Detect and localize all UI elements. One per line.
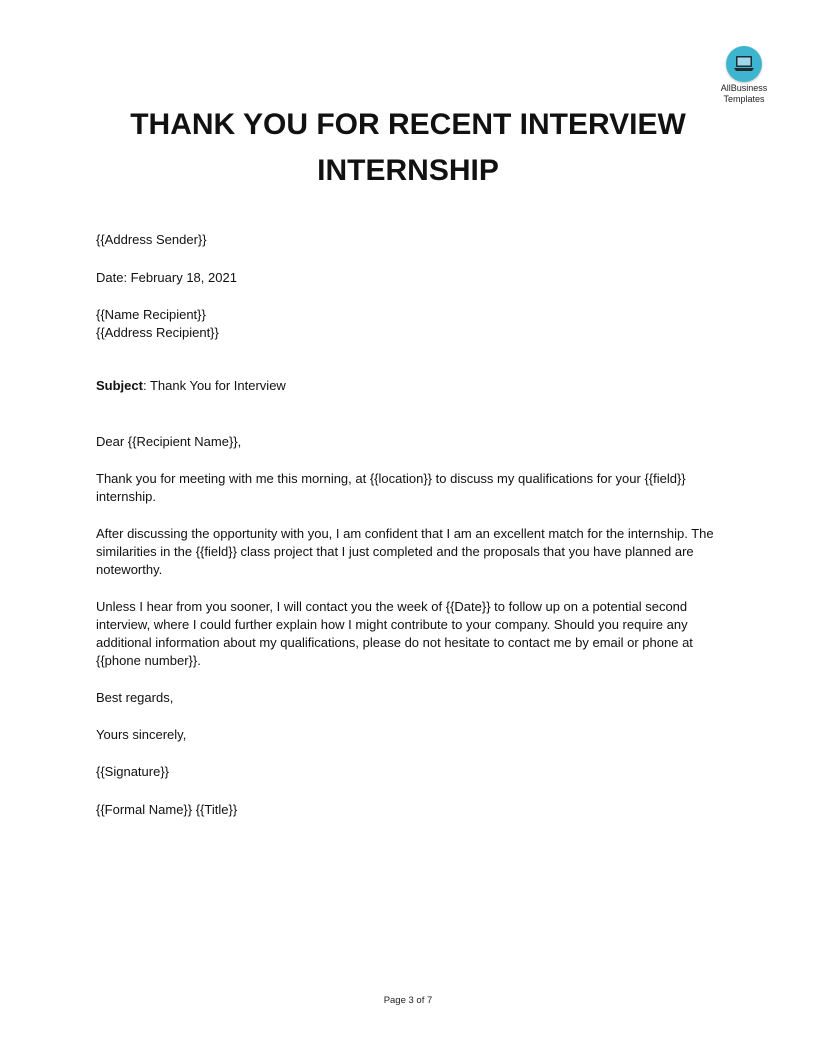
page-number: Page 3 of 7 [383,995,433,1006]
address-sender: {{Address Sender}} [96,232,207,247]
subject-text: : Thank You for Interview [142,378,286,393]
title-line2: INTERNSHIP [317,154,499,187]
salutation: Dear {{Recipient Name}}, [96,434,242,449]
subject-label: Subject [96,378,143,393]
body-paragraph-3: Unless I hear from you sooner, I will contact you the week of {{Date}} to follow up on a potential second interview, where I could further explain how I might contribute to your company. Should you require any additional information about my qualifications, please do not hesitate to contact me by email or phone at {{phone number}}. [96,599,693,668]
title-line1: THANK YOU FOR RECENT INTERVIEW [130,108,686,141]
logo-text-line1: AllBusiness [720,83,768,93]
laptop-icon [726,46,762,82]
closing-yours-sincerely: Yours sincerely, [96,727,187,742]
body-paragraph-1: Thank you for meeting with me this morning, at {{location}} to discuss my qualifications for your {{field}} internship. [96,471,686,504]
allbusiness-logo [712,46,776,104]
logo-text-line2: Templates [723,94,765,104]
letter-date: Date: February 18, 2021 [96,270,237,285]
formal-name-title: {{Formal Name}} {{Title}} [96,802,238,817]
address-recipient: {{Address Recipient}} [96,325,219,340]
body-paragraph-2: After discussing the opportunity with you, I am confident that I am an excellent match for the internship. The similarities in the {{field}} class project that I just completed and the proposals that you have planned are noteworthy. [96,526,714,577]
page-title [60,102,756,194]
subject-line [96,377,286,395]
signature-placeholder: {{Signature}} [96,764,170,779]
closing-best-regards: Best regards, [96,690,174,705]
name-recipient: {{Name Recipient}} [96,307,206,322]
